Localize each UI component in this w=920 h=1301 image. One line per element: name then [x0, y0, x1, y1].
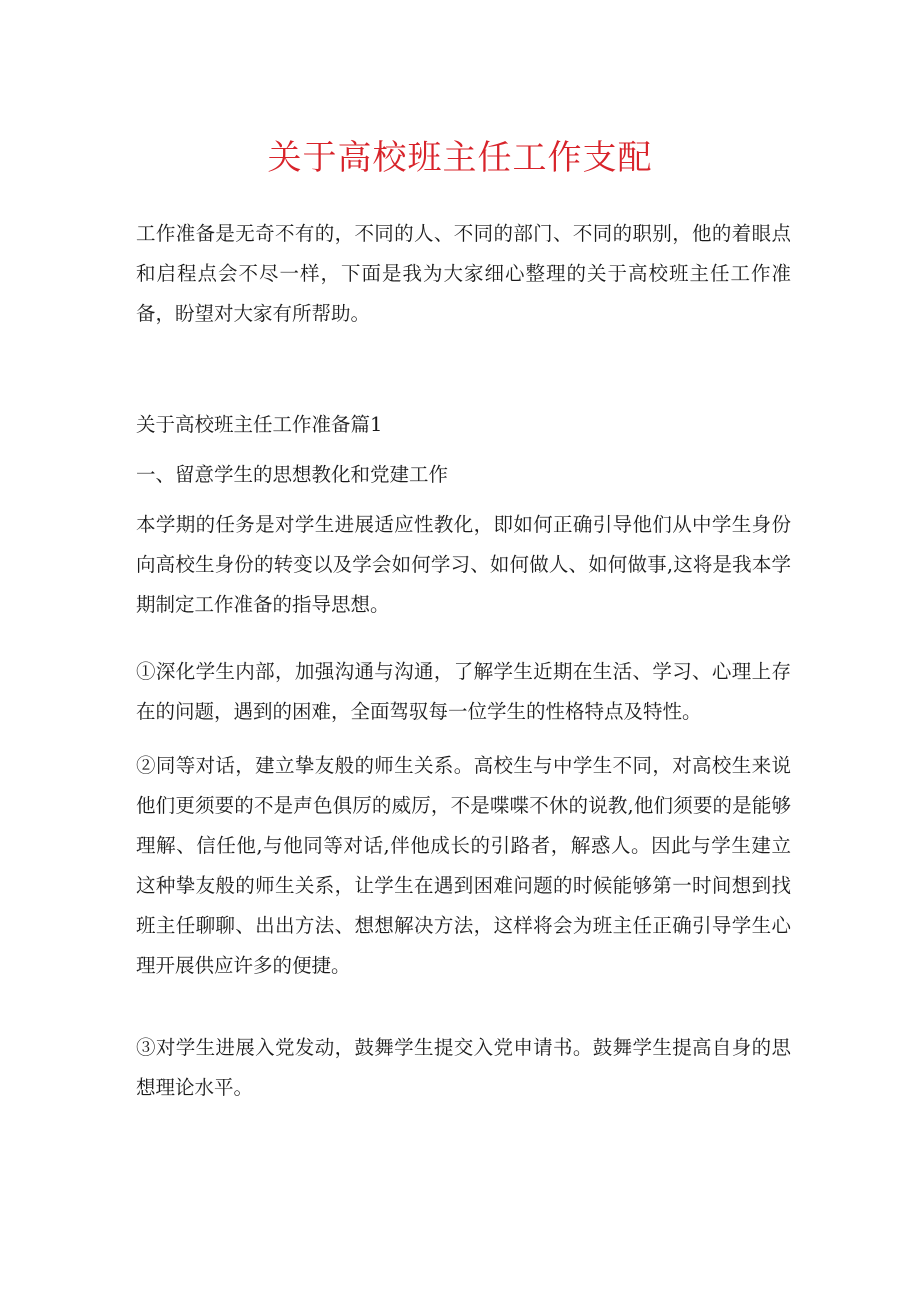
document-title: 关于高校班主任工作支配: [267, 138, 653, 178]
body-paragraph-task: 本学期的任务是对学生进展适应性教化，即如何正确引导他们从中学生身份向高校生身份的转变以及学会如何学习、如何做人、如何做事,这将是我本学期制定工作准备的指导思想。: [136, 513, 791, 616]
intro-paragraph: 工作准备是无奇不有的，不同的人、不同的部门、不同的职别，他的着眼点和启程点会不尽一样，下面是我为大家细心整理的关于高校班主任工作准备，盼望对大家有所帮助。: [136, 222, 791, 325]
subsection-heading: 一、留意学生的思想教化和党建工作: [136, 463, 449, 486]
body-paragraph-item-3: ③对学生进展入党发动，鼓舞学生提交入党申请书。鼓舞学生提高自身的思想理论水平。: [136, 1036, 791, 1099]
body-paragraph-item-2: ②同等对话，建立挚友般的师生关系。高校生与中学生不同，对高校生来说他们更须要的不是声色俱厉的威厉，不是喋喋不休的说教,他们须要的是能够理解、信任他,与他同等对话,伴他成长的引路者，解惑人。因此与学生建立这种挚友般的师生关系，让学生在遇到困难问题的时候能够第一时间想到找班主任聊聊、出出方法、想想解决方法，这样将会为班主任正确引导学生心理开展供应许多的便捷。: [136, 754, 791, 977]
section-heading: 关于高校班主任工作准备篇1: [136, 413, 383, 436]
body-paragraph-item-1: ①深化学生内部，加强沟通与沟通，了解学生近期在生活、学习、心理上存在的问题，遇到的困难，全面驾驭每一位学生的性格特点及特性。: [136, 660, 791, 723]
